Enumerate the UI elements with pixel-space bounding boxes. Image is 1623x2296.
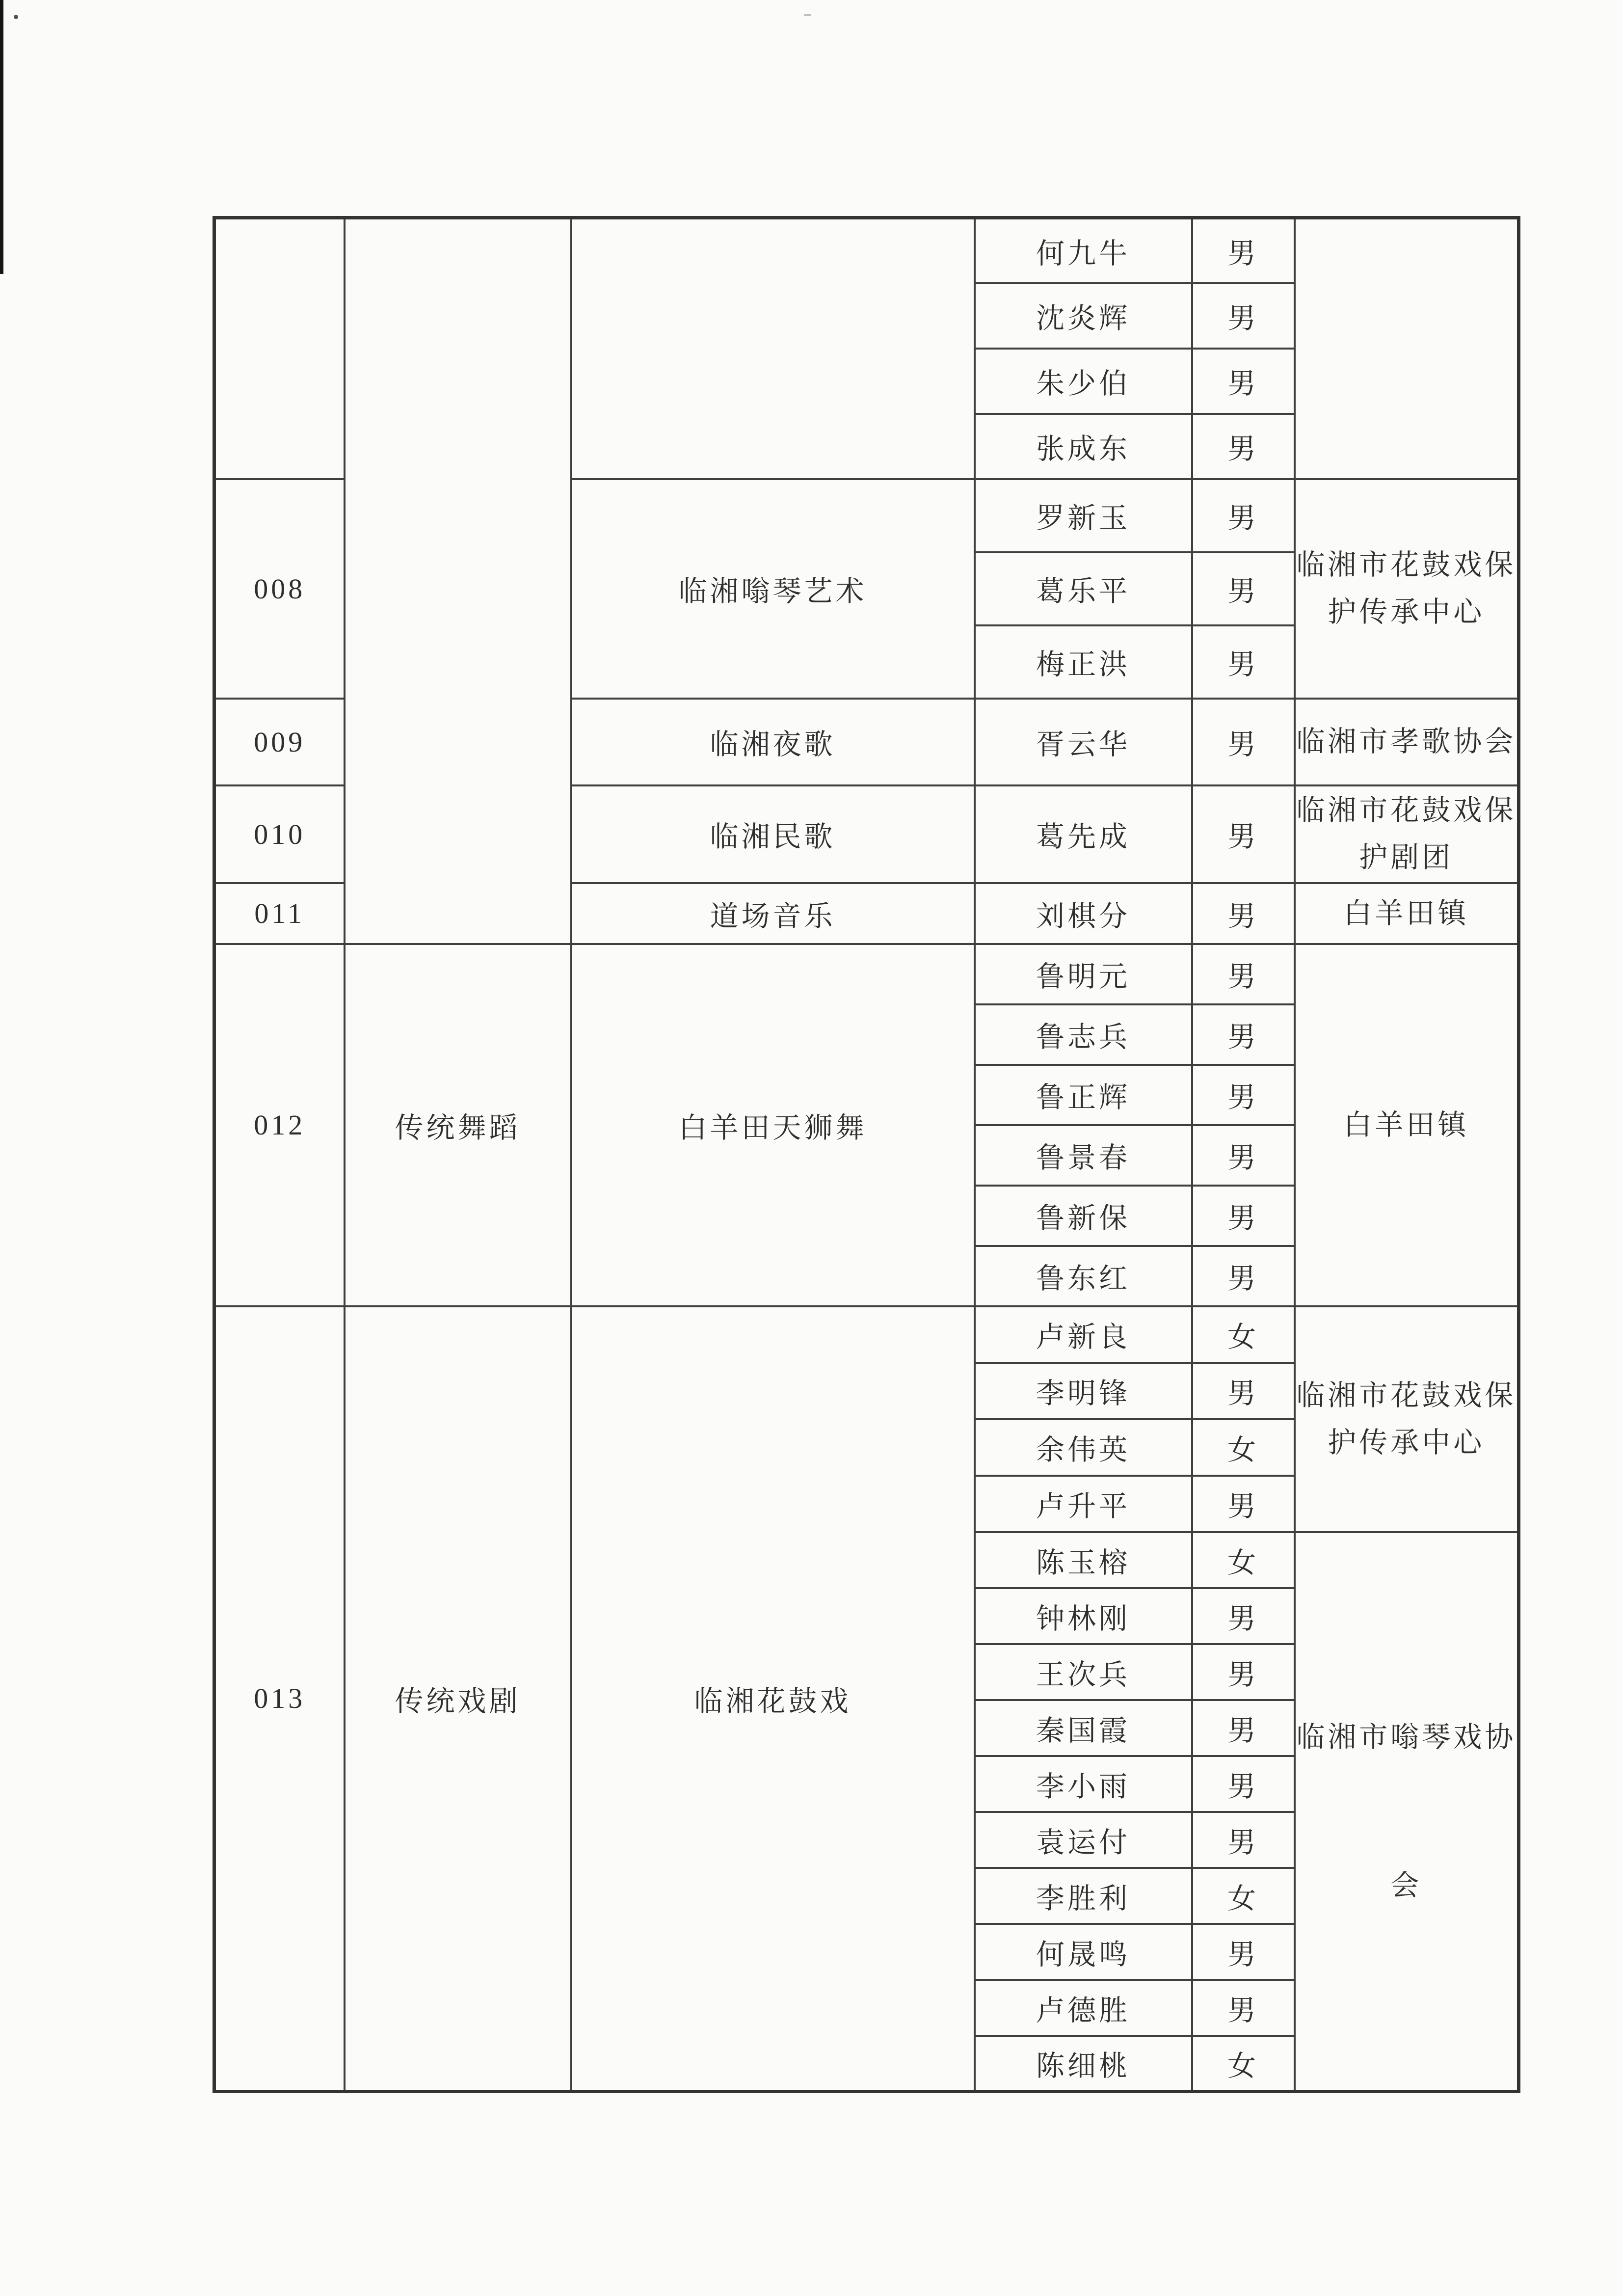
member-name-cell: 余伟英 bbox=[975, 1419, 1192, 1476]
gender-cell: 男 bbox=[1192, 479, 1295, 552]
index-cell: 013 bbox=[214, 1306, 345, 2092]
gender-cell: 男 bbox=[1192, 1246, 1295, 1306]
member-name-cell: 鲁新保 bbox=[975, 1186, 1192, 1246]
member-name-cell: 钟林刚 bbox=[975, 1588, 1192, 1644]
gender-cell: 男 bbox=[1192, 283, 1295, 349]
gender-cell: 男 bbox=[1192, 1756, 1295, 1812]
org-cell: 白羊田镇 bbox=[1295, 883, 1519, 944]
member-name-cell: 王次兵 bbox=[975, 1644, 1192, 1700]
member-name-cell: 卢新良 bbox=[975, 1306, 1192, 1363]
member-name-cell: 鲁景春 bbox=[975, 1125, 1192, 1186]
gender-cell: 女 bbox=[1192, 1868, 1295, 1924]
member-name-cell: 何晟鸣 bbox=[975, 1924, 1192, 1980]
gender-cell: 男 bbox=[1192, 218, 1295, 283]
member-name-cell: 胥云华 bbox=[975, 699, 1192, 785]
gender-cell: 男 bbox=[1192, 1644, 1295, 1700]
member-name-cell: 葛乐平 bbox=[975, 552, 1192, 625]
scan-artifact-dot bbox=[14, 15, 18, 19]
gender-cell: 男 bbox=[1192, 349, 1295, 414]
project-cell: 临湘民歌 bbox=[571, 785, 975, 883]
gender-cell: 男 bbox=[1192, 883, 1295, 944]
heritage-roster-table bbox=[213, 216, 1520, 2093]
member-name-cell: 张成东 bbox=[975, 414, 1192, 479]
member-name-cell: 卢升平 bbox=[975, 1476, 1192, 1532]
project-cell: 道场音乐 bbox=[571, 883, 975, 944]
gender-cell: 男 bbox=[1192, 1363, 1295, 1419]
index-cell: 009 bbox=[214, 699, 345, 785]
table-row bbox=[214, 944, 1519, 1004]
index-cell: 011 bbox=[214, 883, 345, 944]
gender-cell: 男 bbox=[1192, 625, 1295, 699]
member-name-cell: 鲁志兵 bbox=[975, 1004, 1192, 1065]
gender-cell: 男 bbox=[1192, 552, 1295, 625]
member-name-cell: 卢德胜 bbox=[975, 1980, 1192, 2036]
gender-cell: 男 bbox=[1192, 1588, 1295, 1644]
member-name-cell: 刘棋分 bbox=[975, 883, 1192, 944]
gender-cell: 男 bbox=[1192, 1980, 1295, 2036]
gender-cell: 男 bbox=[1192, 414, 1295, 479]
gender-cell: 男 bbox=[1192, 1065, 1295, 1125]
member-name-cell: 鲁明元 bbox=[975, 944, 1192, 1004]
org-cell: 临湘市孝歌协会 bbox=[1295, 699, 1519, 785]
gender-cell: 男 bbox=[1192, 699, 1295, 785]
project-cell: 临湘夜歌 bbox=[571, 699, 975, 785]
gender-cell: 男 bbox=[1192, 1004, 1295, 1065]
org-cell: 白羊田镇 bbox=[1295, 944, 1519, 1306]
member-name-cell: 沈炎辉 bbox=[975, 283, 1192, 349]
gender-cell: 女 bbox=[1192, 1419, 1295, 1476]
gender-cell: 男 bbox=[1192, 1186, 1295, 1246]
member-name-cell: 袁运付 bbox=[975, 1812, 1192, 1868]
member-name-cell: 何九牛 bbox=[975, 218, 1192, 283]
member-name-cell: 鲁东红 bbox=[975, 1246, 1192, 1306]
gender-cell: 男 bbox=[1192, 1700, 1295, 1756]
org-cell: 临湘市花鼓戏保护剧团 bbox=[1295, 785, 1519, 883]
org-cell: 临湘市嗡琴戏协会 bbox=[1295, 1532, 1519, 2092]
category-cell: 传统戏剧 bbox=[345, 1306, 571, 2092]
category-cell bbox=[345, 218, 571, 944]
member-name-cell: 罗新玉 bbox=[975, 479, 1192, 552]
index-cell: 010 bbox=[214, 785, 345, 883]
gender-cell: 男 bbox=[1192, 1812, 1295, 1868]
member-name-cell: 陈玉榕 bbox=[975, 1532, 1192, 1588]
member-name-cell: 李明锋 bbox=[975, 1363, 1192, 1419]
gender-cell: 女 bbox=[1192, 1306, 1295, 1363]
project-cell: 临湘嗡琴艺术 bbox=[571, 479, 975, 699]
scan-artifact-line bbox=[0, 0, 3, 274]
project-cell: 白羊田天狮舞 bbox=[571, 944, 975, 1306]
index-cell: 012 bbox=[214, 944, 345, 1306]
gender-cell: 男 bbox=[1192, 1476, 1295, 1532]
member-name-cell: 陈细桃 bbox=[975, 2036, 1192, 2092]
gender-cell: 男 bbox=[1192, 944, 1295, 1004]
project-cell bbox=[571, 218, 975, 479]
scan-artifact-speck bbox=[804, 14, 811, 16]
member-name-cell: 梅正洪 bbox=[975, 625, 1192, 699]
index-cell bbox=[214, 218, 345, 479]
gender-cell: 男 bbox=[1192, 1125, 1295, 1186]
member-name-cell: 李胜利 bbox=[975, 1868, 1192, 1924]
gender-cell: 男 bbox=[1192, 1924, 1295, 1980]
org-cell: 临湘市花鼓戏保护传承中心 bbox=[1295, 479, 1519, 699]
member-name-cell: 秦国霞 bbox=[975, 1700, 1192, 1756]
gender-cell: 男 bbox=[1192, 785, 1295, 883]
gender-cell: 女 bbox=[1192, 2036, 1295, 2092]
table-row bbox=[214, 218, 1519, 283]
category-cell: 传统舞蹈 bbox=[345, 944, 571, 1306]
org-cell bbox=[1295, 218, 1519, 479]
project-cell: 临湘花鼓戏 bbox=[571, 1306, 975, 2092]
org-cell: 临湘市花鼓戏保护传承中心 bbox=[1295, 1306, 1519, 1532]
index-cell: 008 bbox=[214, 479, 345, 699]
member-name-cell: 李小雨 bbox=[975, 1756, 1192, 1812]
member-name-cell: 葛先成 bbox=[975, 785, 1192, 883]
member-name-cell: 朱少伯 bbox=[975, 349, 1192, 414]
table-row bbox=[214, 1306, 1519, 1363]
gender-cell: 女 bbox=[1192, 1532, 1295, 1588]
member-name-cell: 鲁正辉 bbox=[975, 1065, 1192, 1125]
